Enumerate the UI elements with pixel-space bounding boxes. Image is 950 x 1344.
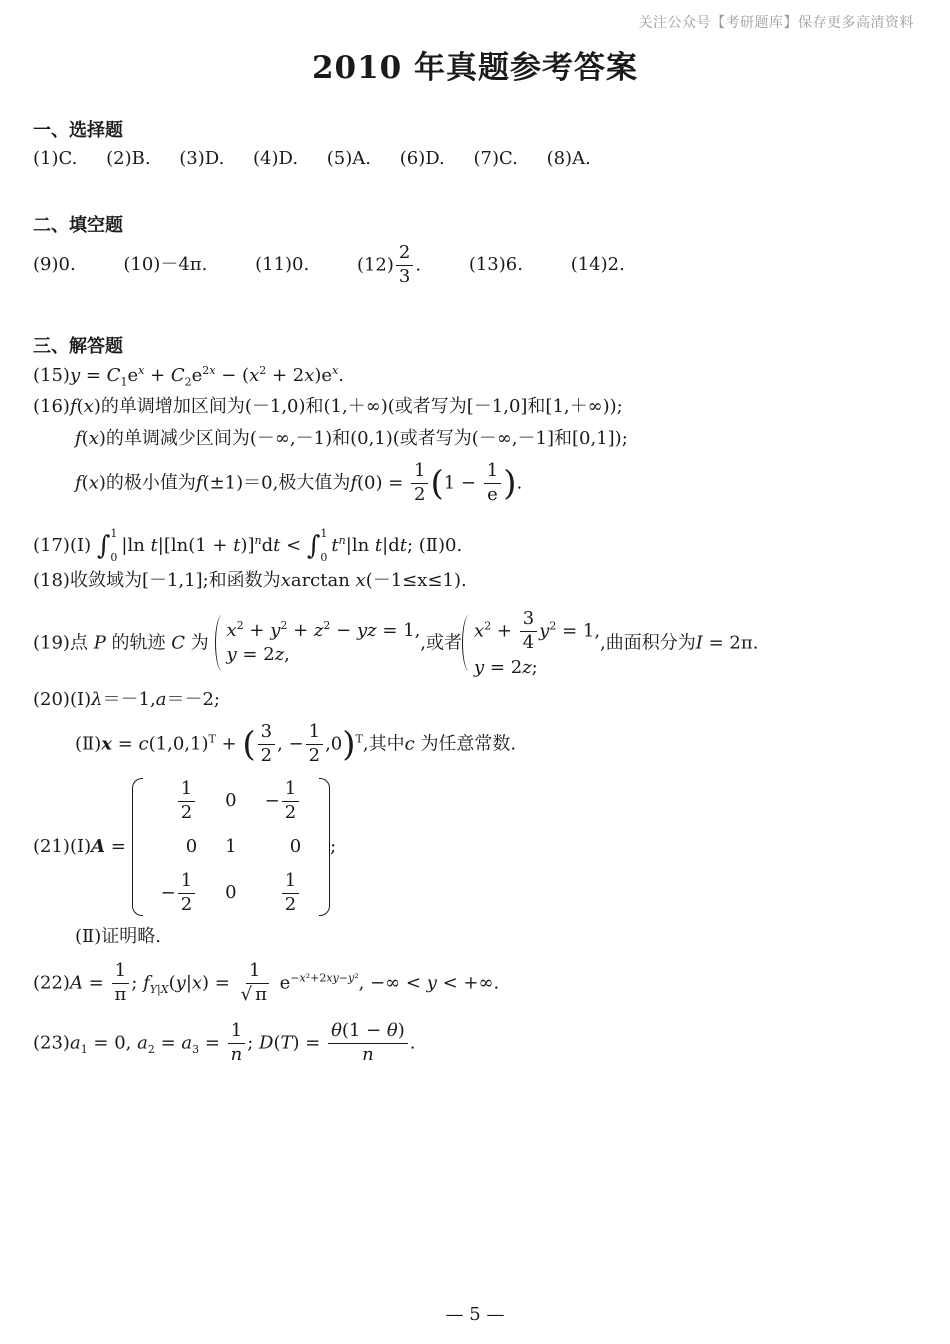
answer-22: (22)A = $\frac{1}{\pi}$ ; $f_{Y|X}(y|x)$ = $\frac{1}{√ \pi}$ $e^{-x^2+2xy-y^2}$, −∞ < y < +∞.	[33, 960, 500, 1005]
page-title: 2010 年真题参考答案	[311, 50, 639, 86]
page-number: — 5 —	[445, 1304, 505, 1325]
fb-answer: (10)－4π.	[123, 254, 208, 276]
answer-16-line1: (16)f(x)的单调增加区间为(－1,0)和(1,＋∞)(或者写为[－1,0]和[1,＋∞));	[33, 396, 623, 417]
mc-answer: (5)A.	[326, 148, 371, 169]
system-1: $x^2 + y^2 + z^2$ − yz = 1, y = 2z,	[215, 615, 421, 671]
mc-answer: (2)B.	[106, 148, 151, 169]
section-multiple-choice-heading: 一、选择题	[33, 120, 123, 141]
mc-answer: (1)C.	[33, 148, 78, 169]
fb-answer: (13)6.	[468, 254, 523, 276]
mc-answer: (6)D.	[399, 148, 445, 169]
watermark: 关注公众号【考研题库】保存更多高清资料	[638, 15, 914, 31]
answer-16-line3: f(x)的极小值为f(±1)＝0,极大值为f(0) = $\frac{1}{2}$ (1 − $\frac{1}{e}$ ).	[75, 460, 523, 505]
mc-answer: (8)A.	[546, 148, 591, 169]
fb-answer-12: (12) $\frac{2}{3}$ .	[356, 242, 422, 287]
answer-17: (17)(Ⅰ) ∫ 1 0 |ln $t|[\ln(1 + t)]^ndt$ < ∫ 1 0 $t^n|\ln$ t|dt; (Ⅱ)0.	[33, 527, 463, 565]
fill-blank-answers	[33, 244, 667, 287]
fb-answer: (9)0.	[33, 254, 76, 276]
answer-21-part2: (Ⅱ)证明略.	[75, 926, 162, 947]
answer-15: $(15)y = C_1e^x + C_2e^{2x} - (x^2 + 2x)e^x$.	[33, 364, 344, 389]
matrix-a: $\frac{1}{2}$ 0 − $\frac{1}{2}$ 0 1 0 − $\frac{1}{2}$ 0 $\frac{1}{2}$	[132, 778, 331, 916]
answer-20-line2: (Ⅱ)x = $c(1,0,1)^T$ + ( $\frac{3}{2}$ , − $\frac{1}{2}$ ,0)$^T$,其中c 为任意常数.	[75, 721, 517, 766]
mc-answer: (7)C.	[473, 148, 518, 169]
answer-18: (18)收敛域为[－1,1];和函数为xarctan x(－1≤x≤1).	[33, 570, 467, 591]
answer-19: (19)点 P 的轨迹 C 为 $x^2 + y^2 + z^2$ − yz = 1, y = 2z, ,或者 $x^2$ + $\frac{3}{4}$ $y^2 = 1$, y = 2z; ,曲面积分为I = 2π.	[33, 608, 759, 678]
system-2: $x^2$ + $\frac{3}{4}$ $y^2 = 1$, y = 2z;	[462, 610, 600, 677]
section-solutions-heading: 三、解答题	[33, 336, 123, 357]
answer-23: $(23)a_1 = 0$, $a_2 = a_3$ = $\frac{1}{n}$ ; D(T) = $\frac{\theta(1 - \theta)}{n}$ .	[33, 1020, 416, 1065]
section-fill-blank-heading: 二、填空题	[33, 215, 123, 236]
mc-answer: (4)D.	[253, 148, 299, 169]
fb-answer: (11)0.	[255, 254, 310, 276]
answer-20-line1: (20)(Ⅰ)λ＝－1,a＝－2;	[33, 689, 220, 710]
answer-16-line2: f(x)的单调减少区间为(－∞,－1)和(0,1)(或者写为(－∞,－1]和[0,1]);	[75, 428, 628, 449]
answer-21: (21)(Ⅰ)A = $\frac{1}{2}$ 0 − $\frac{1}{2}$ 0 1 0 − $\frac{1}{2}$ 0 $\frac{1}{2}$ ;	[33, 777, 337, 915]
multiple-choice-answers	[33, 150, 614, 168]
fb-answer: (14)2.	[570, 254, 625, 276]
mc-answer: (3)D.	[179, 148, 225, 169]
